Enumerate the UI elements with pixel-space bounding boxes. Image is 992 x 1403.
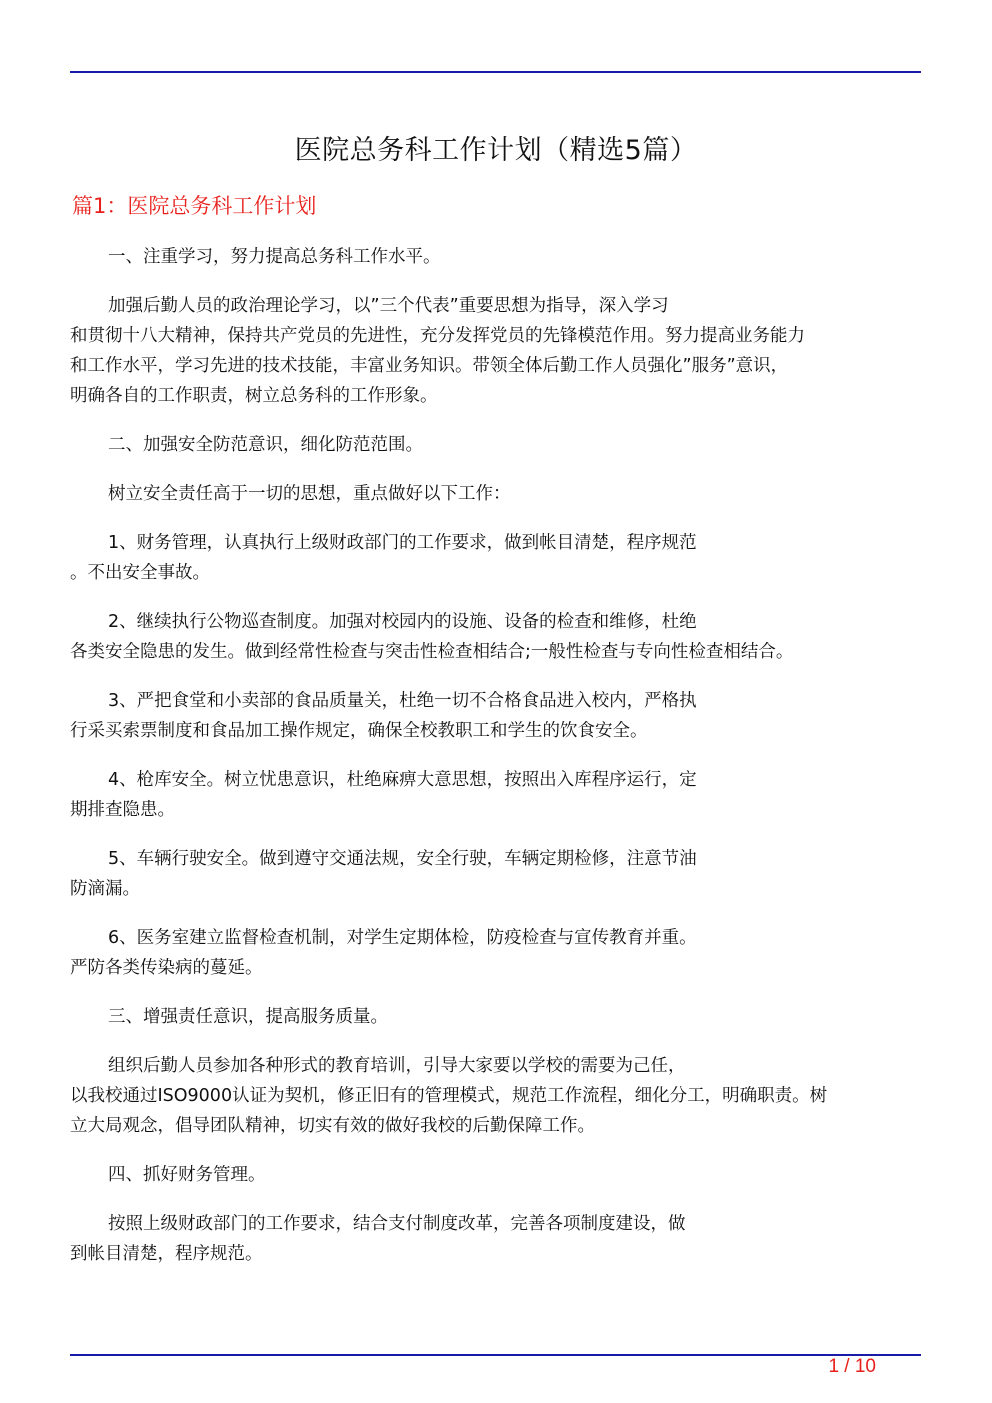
paragraph (70, 923, 930, 983)
paragraph-line: 到帐目清楚，程序规范。 (70, 1244, 263, 1264)
section-heading: 篇1：医院总务科工作计划 (72, 194, 317, 218)
paragraph-line: 按照上级财政部门的工作要求，结合支付制度改革，完善各项制度建设，做 (108, 1214, 686, 1234)
paragraph (70, 430, 930, 460)
paragraph (70, 291, 930, 411)
paragraph-line: 行采买索票制度和食品加工操作规定，确保全校教职工和学生的饮食安全。 (70, 721, 648, 741)
paragraph-line: 2、继续执行公物巡查制度。加强对校园内的设施、设备的检查和维修，杜绝 (108, 612, 697, 632)
paragraph-line: 三、增强责任意识，提高服务质量。 (108, 1007, 388, 1027)
paragraph-line: 和工作水平，学习先进的技术技能，丰富业务知识。带领全体后勤工作人员强化”服务”意识， (70, 356, 789, 376)
paragraph-line: 3、严把食堂和小卖部的食品质量关，杜绝一切不合格食品进入校内，严格执 (108, 691, 697, 711)
paragraph-line: 立大局观念，倡导团队精神，切实有效的做好我校的后勤保障工作。 (70, 1116, 595, 1136)
paragraph-line: 。不出安全事故。 (70, 563, 210, 583)
paragraph-line: 4、枪库安全。树立忧患意识，杜绝麻痹大意思想，按照出入库程序运行，定 (108, 770, 697, 790)
paragraph (70, 607, 930, 667)
paragraph-line: 1、财务管理，认真执行上级财政部门的工作要求，做到帐目清楚，程序规范 (108, 533, 697, 553)
header-rule (70, 71, 921, 73)
document-title: 医院总务科工作计划（精选5篇） (294, 135, 698, 166)
document-body (70, 242, 930, 1288)
paragraph-line: 和贯彻十八大精神，保持共产党员的先进性，充分发挥党员的先锋模范作用。努力提高业务能力 (70, 326, 805, 346)
paragraph (70, 242, 930, 272)
paragraph-line: 明确各自的工作职责，树立总务科的工作形象。 (70, 386, 438, 406)
paragraph-line: 组织后勤人员参加各种形式的教育培训，引导大家要以学校的需要为己任， (108, 1056, 686, 1076)
paragraph (70, 686, 930, 746)
page-number: 1 / 10 (828, 1356, 876, 1377)
paragraph (70, 528, 930, 588)
paragraph-line: 四、抓好财务管理。 (108, 1165, 266, 1185)
paragraph-line: 加强后勤人员的政治理论学习，以”三个代表”重要思想为指导，深入学习 (108, 296, 669, 316)
paragraph-line: 防滴漏。 (70, 879, 140, 899)
paragraph (70, 1209, 930, 1269)
paragraph-line: 期排查隐患。 (70, 800, 175, 820)
paragraph-line: 一、注重学习，努力提高总务科工作水平。 (108, 247, 441, 267)
paragraph (70, 1051, 930, 1141)
paragraph-line: 5、车辆行驶安全。做到遵守交通法规，安全行驶，车辆定期检修，注意节油 (108, 849, 697, 869)
paragraph (70, 479, 930, 509)
paragraph-line: 各类安全隐患的发生。做到经常性检查与突击性检查相结合;一般性检查与专向性检查相结合。 (70, 642, 794, 662)
paragraph (70, 765, 930, 825)
paragraph-line: 6、医务室建立监督检查机制，对学生定期体检，防疫检查与宣传教育并重。 (108, 928, 697, 948)
paragraph (70, 1002, 930, 1032)
paragraph-line: 树立安全责任高于一切的思想，重点做好以下工作： (108, 484, 511, 504)
paragraph (70, 1160, 930, 1190)
paragraph-line: 以我校通过ISO9000认证为契机，修正旧有的管理模式，规范工作流程，细化分工，明确职责。树 (70, 1086, 828, 1106)
paragraph (70, 844, 930, 904)
footer-rule (70, 1354, 921, 1356)
paragraph-line: 二、加强安全防范意识，细化防范范围。 (108, 435, 423, 455)
paragraph-line: 严防各类传染病的蔓延。 (70, 958, 263, 978)
